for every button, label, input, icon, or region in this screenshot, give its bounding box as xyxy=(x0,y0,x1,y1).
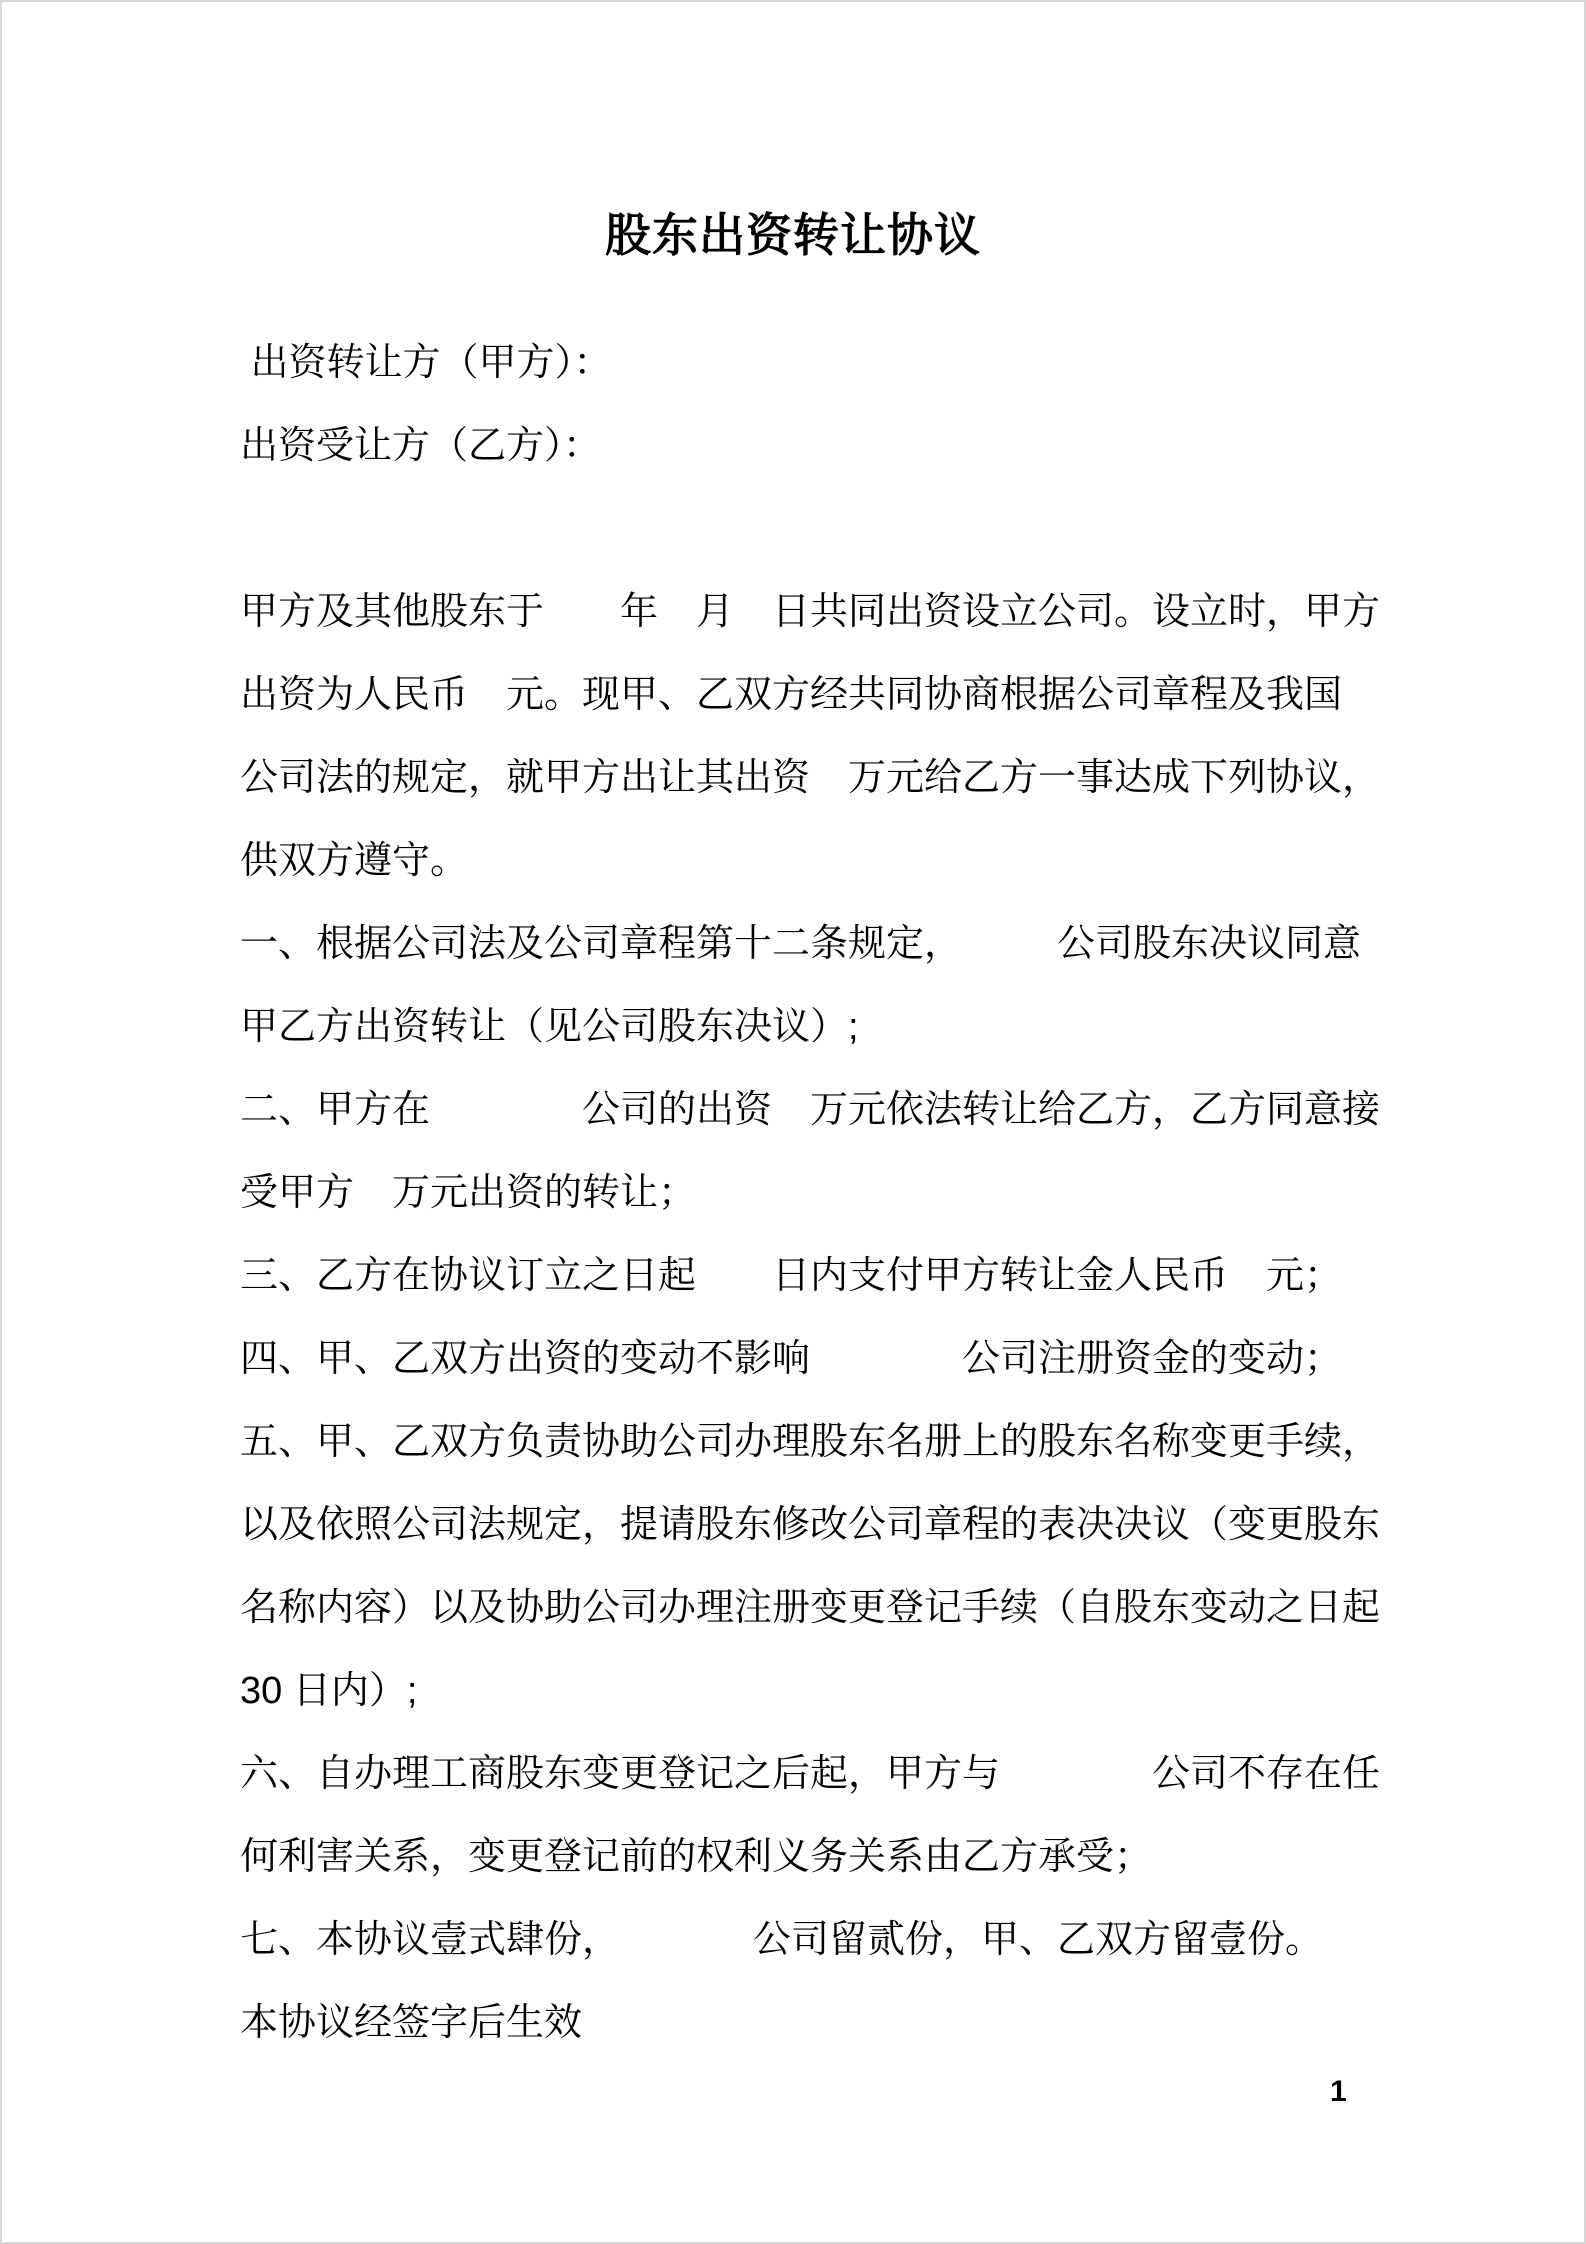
line-preamble-4: 供双方遵守。 xyxy=(240,840,469,882)
line-blank xyxy=(240,488,1464,571)
line-clause-5d: 30 日内）; xyxy=(240,1670,418,1712)
line-effective: 本协议经签字后生效 xyxy=(240,2002,583,2044)
line-party-a: 出资转让方（甲方）： xyxy=(240,342,612,384)
line-clause-1b: 甲乙方出资转让（见公司股东决议）; xyxy=(240,1006,859,1048)
line-clause-6a: 六、自办理工商股东变更登记之后起，甲方与 公司不存在任 xyxy=(240,1753,1381,1795)
line-preamble-3: 公司法的规定，就甲方出让其出资 万元给乙方一事达成下列协议， xyxy=(240,757,1381,799)
line-party-b: 出资受让方（乙方）： xyxy=(240,425,602,467)
line-clause-2a: 二、甲方在 公司的出资 万元依法转让给乙方，乙方同意接 xyxy=(240,1089,1381,1131)
line-clause-3: 三、乙方在协议订立之日起 日内支付甲方转让金人民币 元； xyxy=(240,1255,1343,1297)
line-clause-6b: 何利害关系，变更登记前的权利义务关系由乙方承受； xyxy=(240,1836,1153,1878)
line-clause-4: 四、甲、乙双方出资的变动不影响 公司注册资金的变动； xyxy=(240,1338,1343,1380)
line-preamble-2: 出资为人民币 元。现甲、乙双方经共同协商根据公司章程及我国 xyxy=(240,674,1343,716)
line-clause-2b: 受甲方 万元出资的转让； xyxy=(240,1172,697,1214)
document-title: 股东出资转让协议 xyxy=(605,209,981,261)
line-clause-1a: 一、根据公司法及公司章程第十二条规定， 公司股东决议同意 xyxy=(240,923,1362,965)
line-clause-5b: 以及依照公司法规定，提请股东修改公司章程的表决决议（变更股东 xyxy=(240,1504,1381,1546)
page-number: 1 xyxy=(1330,2075,1347,2108)
line-preamble-1: 甲方及其他股东于 年 月 日共同出资设立公司。设立时，甲方 xyxy=(240,591,1381,633)
line-clause-5a: 五、甲、乙双方负责协助公司办理股东名册上的股东名称变更手续， xyxy=(240,1421,1381,1463)
line-clause-7: 七、本协议壹式肆份， 公司留贰份，甲、乙双方留壹份。 xyxy=(240,1919,1324,1961)
document-body xyxy=(2,322,1584,2065)
line-clause-5c: 名称内容）以及协助公司办理注册变更登记手续（自股东变动之日起 xyxy=(240,1587,1381,1629)
